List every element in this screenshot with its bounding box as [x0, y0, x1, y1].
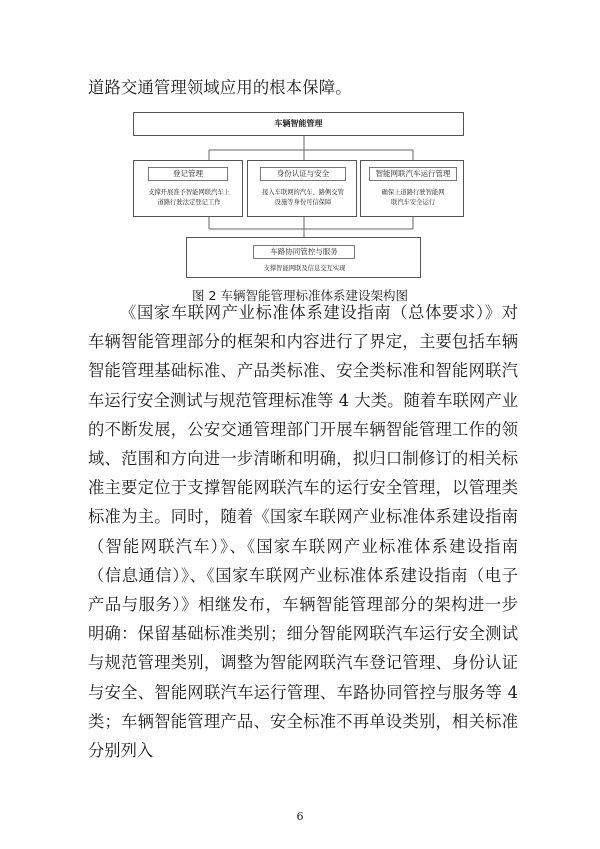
module-title-identity: 身份认证与安全 — [260, 167, 346, 181]
module-title-registration: 登记管理 — [148, 167, 228, 181]
bottom-box-desc: 支撑智能网联及信息交互实现 — [263, 265, 346, 272]
module-box-identity — [247, 160, 357, 217]
body-paragraph: 《国家车联网产业标准体系建设指南（总体要求）》对车辆智能管理部分的框架和内容进行了界定，主要包括车辆智能管理基础标准、产品类标准、安全类标准和智能网联汽车运行安全测试与规范管理标准等 4 大类。随着车联网产业的不断发展，公安交通管理部门开展车辆智能管理工作的领域、范围和方向进一步清晰和明确，拟归口制修订的相关标准主要定位于支撑智能网联汽车的运行安全管理，以管理类标准为主。同时，随着《国家车联网产业标准体系建设指南（智能网联汽车）》、《国家车联网产业标准体系建设指南（信息通信）》、《国家车联网产业标准体系建设指南（电子产品与服务）》相继发布，车辆智能管理部分的架构进一步明确：保留基础标准类别；细分智能网联汽车运行安全测试与规范管理类别，调整为智能网联汽车登记管理、身份认证与安全、智能网联汽车运行管理、车路协同管控与服务等 4 类；车辆智能管理产品、安全标准不再单设类别，相关标准分别列入 — [88, 303, 518, 761]
module-desc-identity: 接入车联网的汽车、路侧交管设施等身份可信保障 — [262, 189, 344, 206]
bottom-box-title: 车路协同管控与服务 — [253, 245, 355, 259]
module-title-operation: 智能网联汽车运行管理 — [369, 167, 457, 181]
bottom-box — [186, 237, 421, 278]
module-desc-operation: 确保上道路行驶智能网联汽车安全运行 — [381, 189, 445, 206]
architecture-diagram — [0, 0, 600, 300]
module-desc-registration: 支撑开展准予智能网联汽车上道路行驶法定登记工作 — [148, 189, 230, 206]
module-box-operation — [360, 160, 464, 217]
top-box — [133, 112, 464, 136]
figure-caption: 图 2 车辆智能管理标准体系建设架构图 — [192, 288, 408, 303]
module-box-registration — [133, 160, 243, 217]
top-box-title: 车辆智能管理 — [274, 118, 323, 128]
intro-line: 道路交通管理领域应用的根本保障。 — [88, 78, 352, 97]
page-number: 6 — [296, 810, 304, 823]
